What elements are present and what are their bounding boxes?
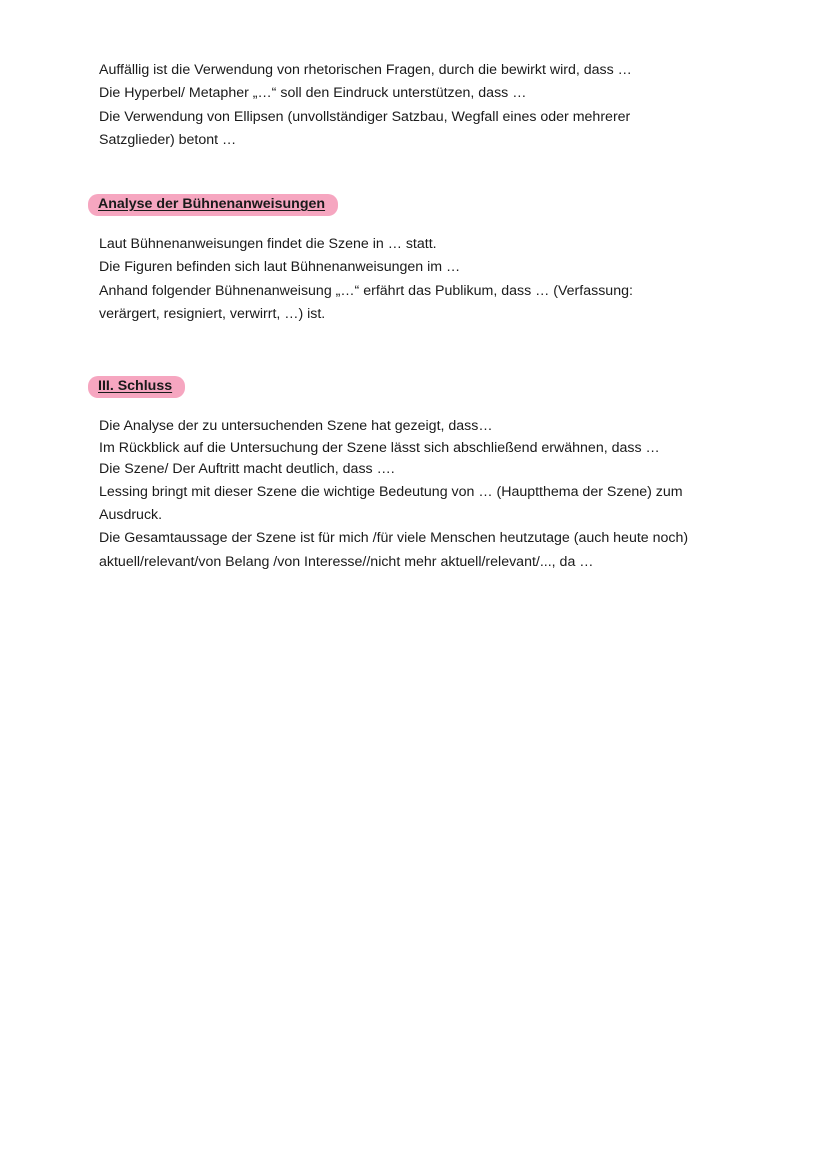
intro-line: Die Hyperbel/ Metapher „…“ soll den Eindruck unterstützen, dass … <box>99 85 527 102</box>
intro-paragraph <box>99 59 739 153</box>
schluss-line: Die Gesamtaussage der Szene ist für mich /für viele Menschen heutzutage (auch heute noch) <box>99 530 689 547</box>
buehne-line: Anhand folgender Bühnenanweisung „…“ erfährt das Publikum, dass … (Verfassung: <box>99 282 633 299</box>
section-heading-buehne-wrap <box>88 194 338 216</box>
schluss-line: Die Szene/ Der Auftritt macht deutlich, dass …. <box>99 461 395 477</box>
intro-line: Auffällig ist die Verwendung von rhetorischen Fragen, durch die bewirkt wird, dass … <box>99 62 632 78</box>
schluss-paragraph <box>99 416 739 574</box>
buehne-line: verärgert, resigniert, verwirrt, …) ist. <box>99 306 326 323</box>
schluss-line: Im Rückblick auf die Untersuchung der Szene lässt sich abschließend erwähnen, dass … <box>99 439 660 456</box>
buehne-line: Die Figuren befinden sich laut Bühnenanweisungen im … <box>99 259 461 276</box>
section-heading-schluss-wrap <box>88 376 185 398</box>
schluss-line: Ausdruck. <box>99 506 163 523</box>
buehne-paragraph <box>99 233 739 327</box>
buehne-line: Laut Bühnenanweisungen findet die Szene in … statt. <box>99 236 437 252</box>
intro-line: Satzglieder) betont … <box>99 132 237 149</box>
schluss-line: Lessing bringt mit dieser Szene die wichtige Bedeutung von … (Hauptthema der Szene) zum <box>99 483 683 500</box>
intro-line: Die Verwendung von Ellipsen (unvollständiger Satzbau, Wegfall eines oder mehrerer <box>99 108 631 125</box>
schluss-line: Die Analyse der zu untersuchenden Szene hat gezeigt, dass… <box>99 418 493 434</box>
section-heading-buehne: Analyse der Bühnenanweisungen <box>88 194 338 216</box>
schluss-line: aktuell/relevant/von Belang /von Interesse//nicht mehr aktuell/relevant/..., da … <box>99 553 594 570</box>
section-heading-schluss: III. Schluss <box>88 376 185 398</box>
